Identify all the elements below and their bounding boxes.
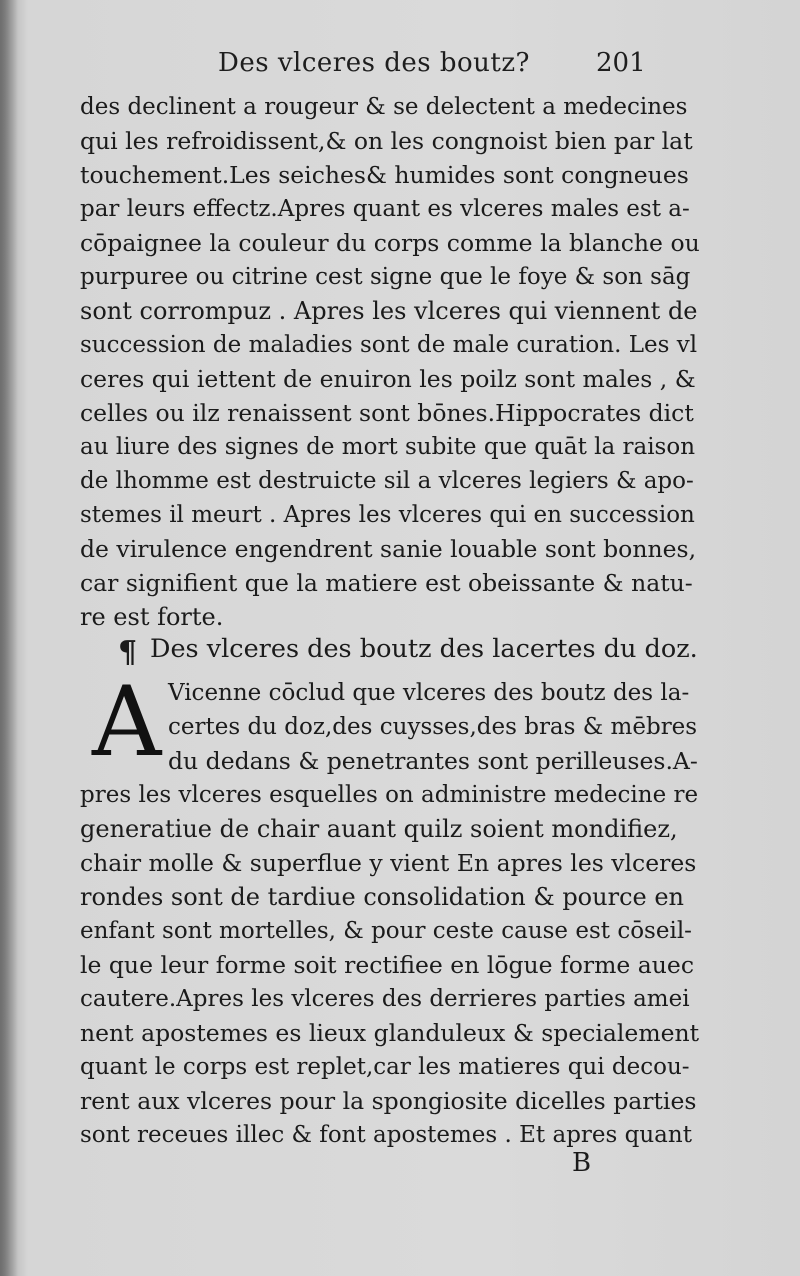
text-line: sont corrompuz . Apres les vlceres qui viennent de [80,297,698,325]
text-line: du dedans & penetrantes sont perilleuses.A- [168,747,698,775]
text-line: generatiue de chair auant quilz soient mondifiez, [80,815,678,843]
text-line: enfant sont mortelles, & pour ceste cause est cōseil- [80,918,692,944]
drop-cap: A [92,666,162,778]
text-line: Vicenne cōclud que vlceres des boutz des la- [168,680,690,706]
page-header [0,44,800,84]
text-line: re est forte. [80,603,224,631]
text-line: chair molle & superflue y vient En apres les vlceres [80,849,697,877]
text-line: quant le corps est replet,car les matieres qui decou- [80,1054,690,1080]
text-line: ceres qui iettent de enuiron les poilz sont males , & [80,365,696,393]
text-line: rondes sont de tardiue consolidation & pource en [80,883,684,911]
text-line: qui les refroidissent,& on les congnoist bien par lat [80,127,693,155]
text-line: succession de maladies sont de male curation. Les vl [80,332,698,358]
text-line: des declinent a rougeur & se delectent a medecines [80,94,688,120]
text-line: le que leur forme soit rectifiee en lōgue forme auec [80,951,694,979]
page-binding-shadow [0,0,18,1276]
text-line: au liure des signes de mort subite que quāt la raison [80,434,696,460]
text-line: de virulence engendrent sanie louable sont bonnes, [80,535,697,563]
text-line: touchement.Les seiches& humides sont congneues [80,161,689,189]
text-line: cautere.Apres les vlceres des derrieres parties amei [80,986,690,1012]
text-line: rent aux vlceres pour la spongiosite dicelles parties [80,1087,697,1115]
text-line: nent apostemes es lieux glanduleux & specialement [80,1019,700,1047]
text-line: car signifient que la matiere est obeissante & natu- [80,569,693,597]
pilcrow-mark: ¶ [118,635,138,670]
text-line: certes du doz,des cuysses,des bras & mēbres [168,714,698,740]
text-line: purpuree ou citrine cest signe que le foye & son sāg [80,264,691,290]
signature-mark: B [572,1148,592,1178]
text-line: sont receues illec & font apostemes . Et apres quant [80,1122,692,1148]
text-line: par leurs effectz.Apres quant es vlceres males est a- [80,196,690,222]
text-line: cōpaignee la couleur du corps comme la blanche ou [80,229,700,257]
running-title: Des vlceres des boutz? [218,48,530,78]
text-line: celles ou ilz renaissent sont bōnes.Hippocrates dict [80,399,694,427]
text-line: pres les vlceres esquelles on administre medecine re [80,782,699,808]
section-heading: Des vlceres des boutz des lacertes du doz. [150,634,698,664]
text-line: de lhomme est destruicte sil a vlceres legiers & apo- [80,468,694,494]
text-line: stemes il meurt . Apres les vlceres qui en succession [80,502,695,528]
page-number: 201 [596,48,646,78]
